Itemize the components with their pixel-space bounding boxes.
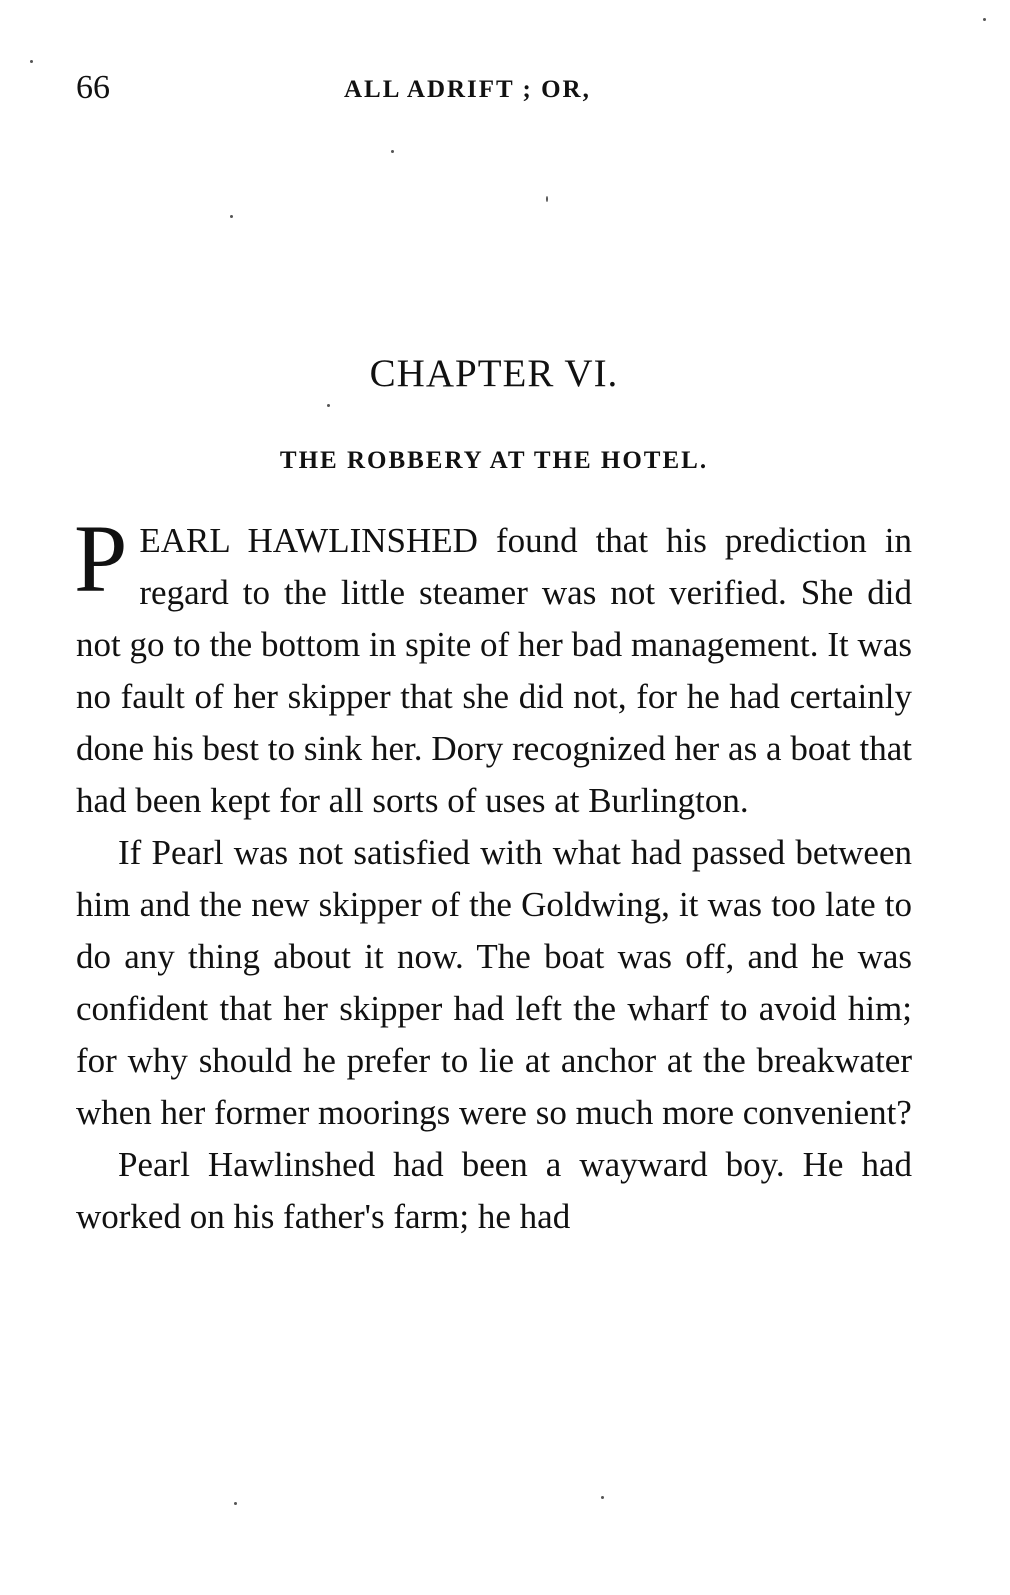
- running-head: [76, 68, 916, 108]
- body-text: [74, 505, 912, 1243]
- running-title: ALL ADRIFT ; OR,: [344, 76, 591, 103]
- scan-speck: [30, 60, 33, 63]
- drop-cap: P: [74, 505, 128, 612]
- scan-speck: [327, 404, 330, 407]
- chapter-number: CHAPTER VI.: [369, 352, 619, 395]
- chapter-title: THE ROBBERY AT THE HOTEL.: [279, 447, 709, 474]
- paragraph-2: If Pearl was not satisfied with what had passed between him and the new skipper of the Goldwing, it was too late to do any thing about it now. The boat was off, and he was confident that her skipper had left the wharf to avoid him; for why should he prefer to lie at anchor at the breakwater when her former moorings were so much more convenient?: [76, 833, 912, 1132]
- page-number: 66: [76, 69, 110, 106]
- scan-speck: [230, 215, 233, 218]
- paragraph-1-text: EARL HAWLINSHED found that his prediction in regard to the little steamer was not verified. She did not go to the bottom in spite of her bad management. It was no fault of her skipper that she did not, for he had certainly done his best to sink her. Dory recognized her as a boat that had been kept for all sorts of uses at Burlington.: [76, 521, 912, 820]
- scan-speck: [391, 150, 394, 153]
- scan-speck: [983, 18, 986, 21]
- scan-speck: [601, 1496, 604, 1499]
- scan-speck: [234, 1502, 237, 1505]
- paragraph-1: [74, 505, 912, 827]
- scan-speck: [546, 196, 548, 202]
- paragraph-3: Pearl Hawlinshed had been a wayward boy. He had worked on his father's farm; he had: [76, 1145, 912, 1236]
